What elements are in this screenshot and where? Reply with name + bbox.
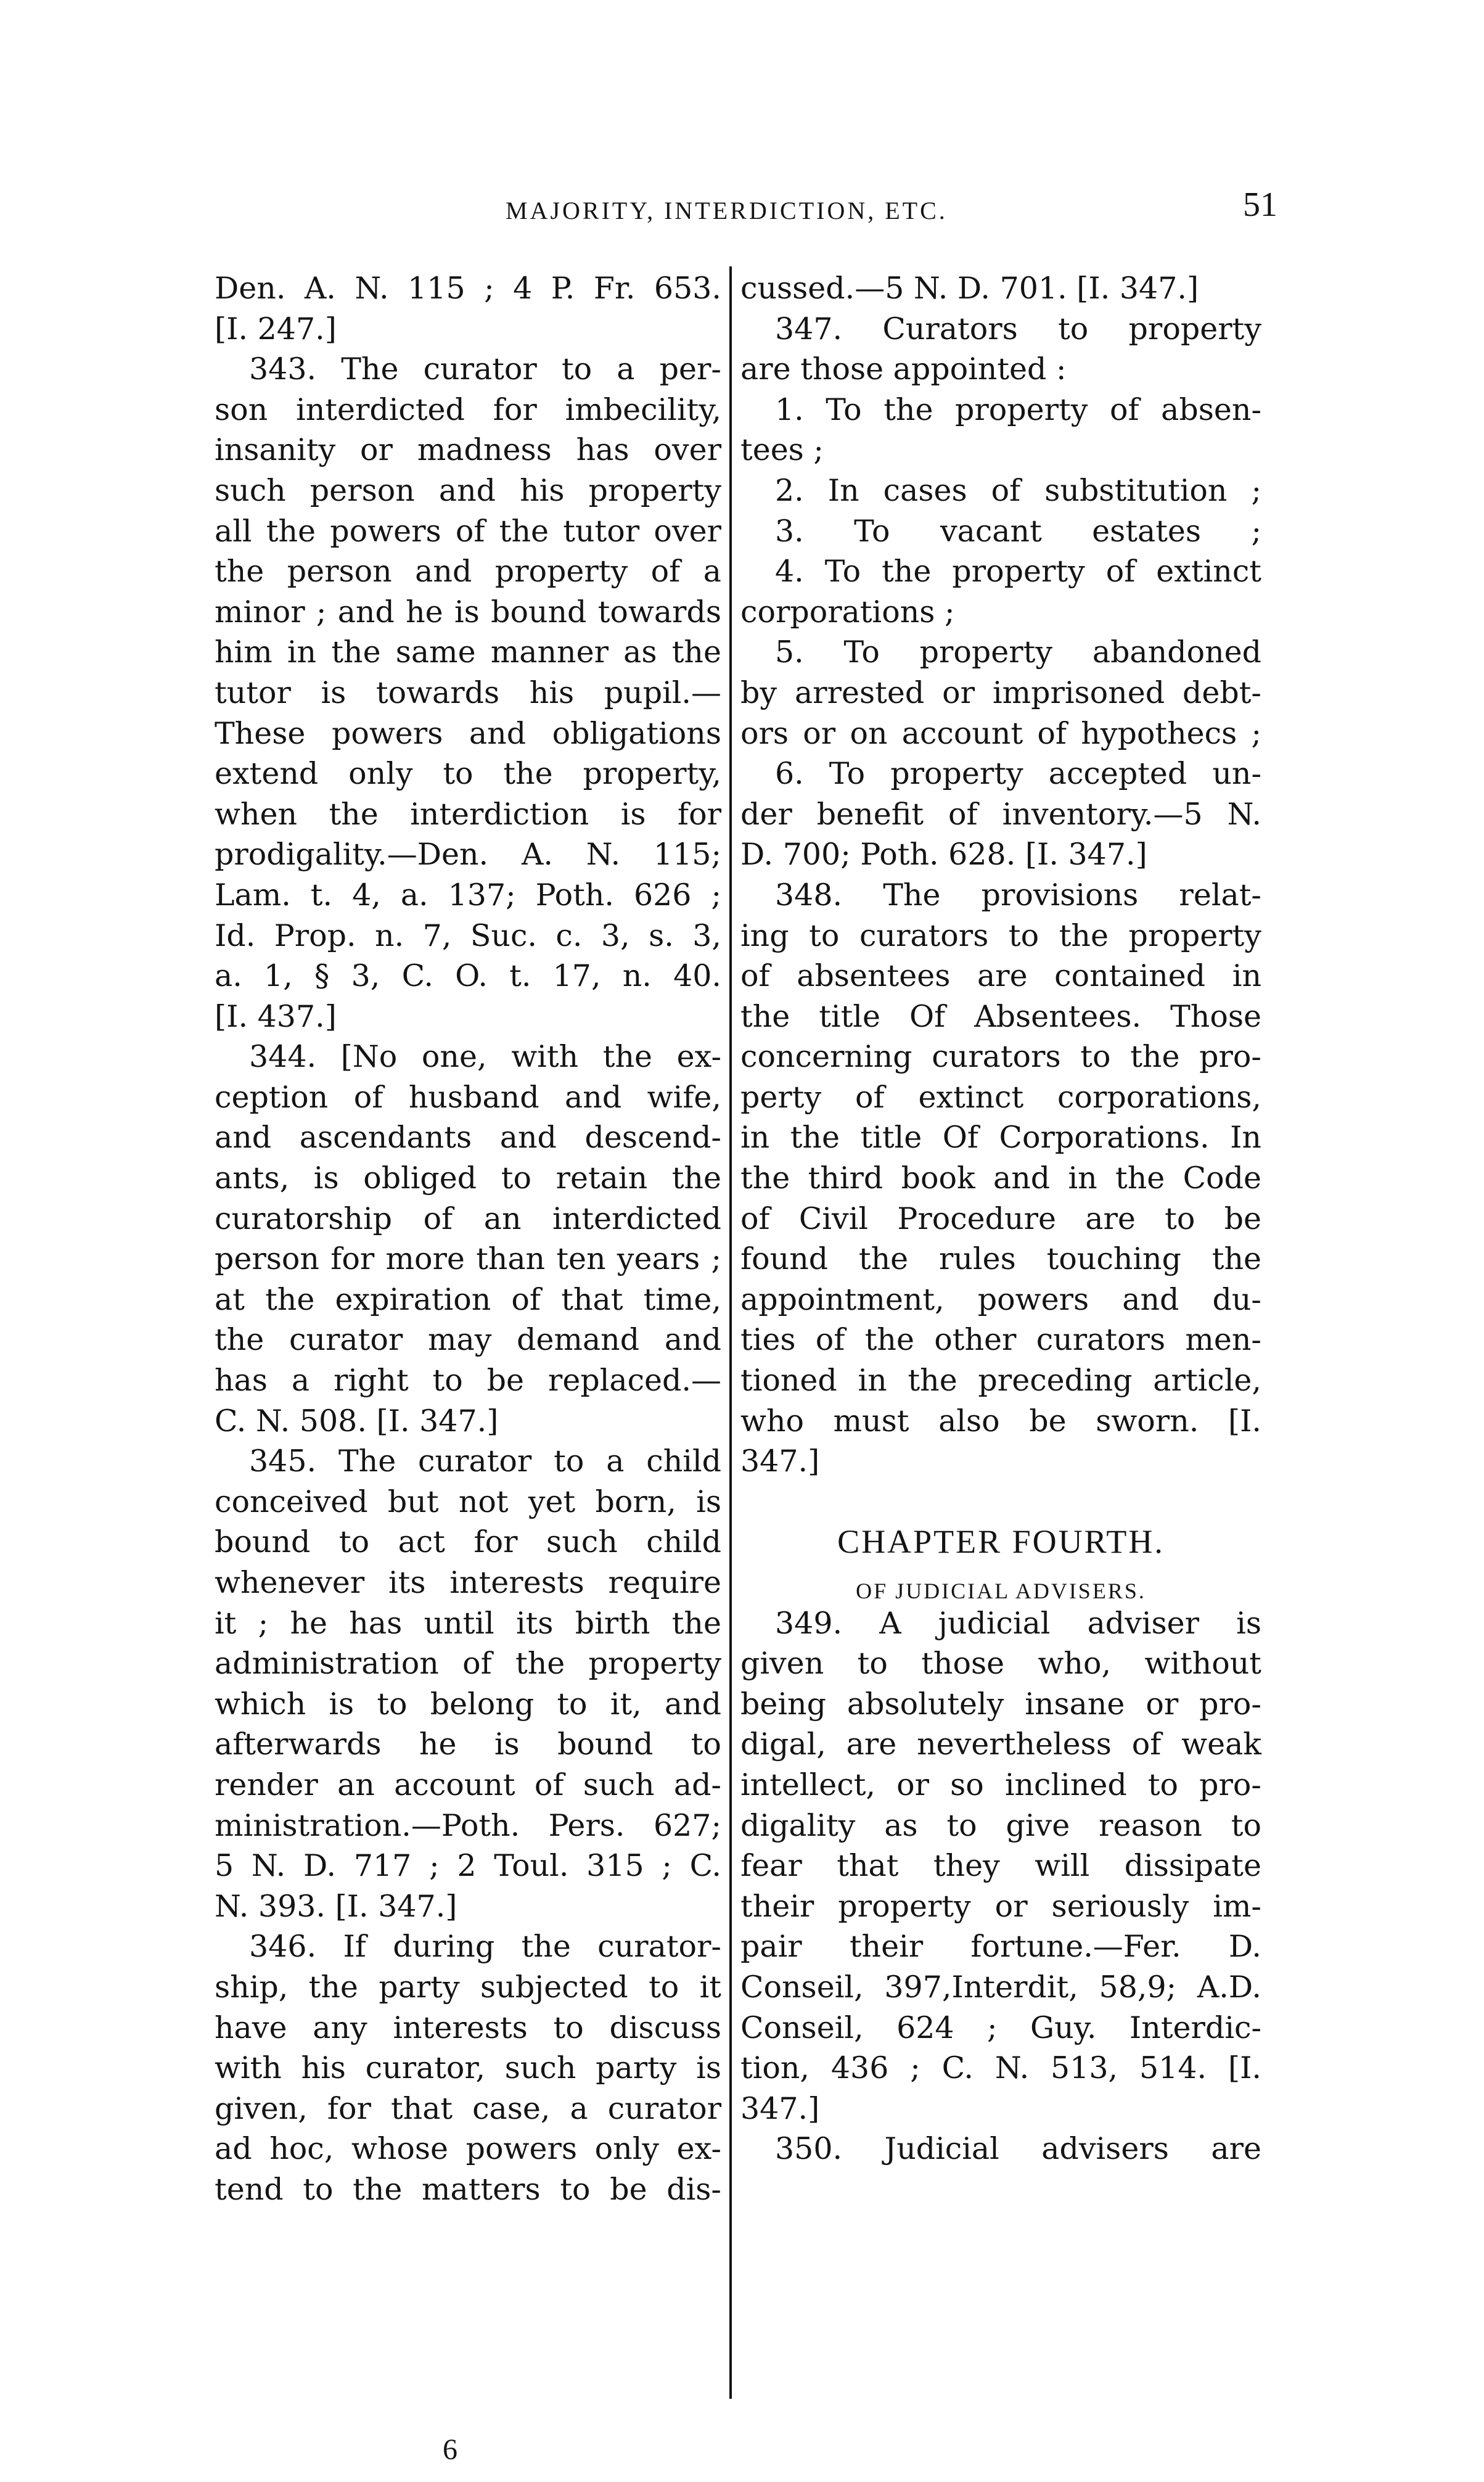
text-line: ties of the other curators men- xyxy=(740,1322,1261,1358)
text-line: 343. The curator to a per- xyxy=(249,351,721,387)
text-line: ants, is obliged to retain the xyxy=(215,1161,721,1196)
text-line: afterwards he is bound to xyxy=(215,1727,721,1762)
text-line: 349. A judicial adviser is xyxy=(775,1605,1261,1641)
text-line: 347. Curators to property xyxy=(775,311,1261,347)
text-line: cussed.—5 N. D. 701. [I. 347.] xyxy=(740,271,1199,306)
text-line: 345. The curator to a child xyxy=(249,1444,721,1479)
text-line: the third book and in the Code xyxy=(740,1161,1261,1196)
text-line: prodigality.—Den. A. N. 115; xyxy=(215,837,721,873)
text-line: which is to belong to it, and xyxy=(215,1686,721,1722)
text-line: C. N. 508. [I. 347.] xyxy=(215,1403,499,1439)
text-line: all the powers of the tutor over xyxy=(215,513,721,549)
text-line: bound to act for such child xyxy=(215,1524,721,1560)
text-line: the curator may demand and xyxy=(215,1322,721,1358)
text-line: corporations ; xyxy=(740,594,955,630)
text-line: 6. To property accepted un- xyxy=(775,756,1261,792)
text-line: found the rules touching the xyxy=(740,1241,1261,1277)
text-line: in the title Of Corporations. In xyxy=(740,1120,1261,1156)
page-number: 51 xyxy=(1243,186,1277,224)
text-line: concerning curators to the pro- xyxy=(740,1039,1261,1075)
text-line: who must also be sworn. [I. xyxy=(740,1403,1261,1439)
text-line: Id. Prop. n. 7, Suc. c. 3, s. 3, xyxy=(215,918,721,953)
text-line: it ; he has until its birth the xyxy=(215,1605,721,1641)
text-line: ception of husband and wife, xyxy=(215,1079,721,1115)
text-line: digal, are nevertheless of weak xyxy=(740,1727,1261,1762)
text-line: has a right to be replaced.— xyxy=(215,1363,721,1399)
text-line: given, for that case, a curator xyxy=(215,2090,721,2126)
column-divider xyxy=(729,266,732,2399)
text-line: a. 1, § 3, C. O. t. 17, n. 40. xyxy=(215,958,721,994)
text-line: intellect, or so inclined to pro- xyxy=(740,1767,1261,1802)
text-line: of Civil Procedure are to be xyxy=(740,1201,1261,1236)
text-line: whenever its interests require xyxy=(215,1565,721,1600)
text-line: tion, 436 ; C. N. 513, 514. [I. xyxy=(740,2050,1261,2086)
text-line: conceived but not yet born, is xyxy=(215,1484,721,1519)
text-line: ship, the party subjected to it xyxy=(215,1969,721,2005)
text-line: tutor is towards his pupil.— xyxy=(215,675,721,710)
text-line: ors or on account of hypothecs ; xyxy=(740,715,1261,751)
text-line: [I. 437.] xyxy=(215,998,337,1034)
text-line: N. 393. [I. 347.] xyxy=(215,1888,457,1924)
text-line: person for more than ten years ; xyxy=(215,1241,721,1277)
chapter-title: CHAPTER FOURTH. xyxy=(837,1523,1165,1561)
text-line: Lam. t. 4, a. 137; Poth. 626 ; xyxy=(215,877,721,913)
chapter-subtitle: OF JUDICIAL ADVISERS. xyxy=(856,1579,1146,1603)
text-line: der benefit of inventory.—5 N. xyxy=(740,796,1261,832)
text-line: of absentees are contained in xyxy=(740,958,1261,994)
text-line: at the expiration of that time, xyxy=(215,1281,721,1317)
text-line: These powers and obligations xyxy=(215,715,721,751)
text-line: 5. To property abandoned xyxy=(775,635,1261,670)
running-head: MAJORITY, INTERDICTION, ETC. xyxy=(506,197,948,224)
text-line: 1. To the property of absen- xyxy=(775,392,1261,427)
text-line: extend only to the property, xyxy=(215,756,721,792)
text-line: given to those who, without xyxy=(740,1646,1261,1682)
text-line: 346. If during the curator- xyxy=(249,1929,721,1965)
text-line: Conseil, 397,Interdit, 58,9; A.D. xyxy=(740,1969,1261,2005)
text-line: insanity or madness has over xyxy=(215,432,721,468)
text-line: ing to curators to the property xyxy=(740,918,1261,953)
text-line: appointment, powers and du- xyxy=(740,1281,1261,1317)
text-line: the person and property of a xyxy=(215,554,721,590)
text-line: 3. To vacant estates ; xyxy=(775,513,1261,549)
text-line: the title Of Absentees. Those xyxy=(740,998,1261,1034)
text-line: perty of extinct corporations, xyxy=(740,1079,1261,1115)
text-line: D. 700; Poth. 628. [I. 347.] xyxy=(740,837,1147,873)
text-line: have any interests to discuss xyxy=(215,2010,721,2045)
text-line: him in the same manner as the xyxy=(215,635,721,670)
text-line: when the interdiction is for xyxy=(215,796,721,832)
text-line: tees ; xyxy=(740,432,824,468)
text-line: fear that they will dissipate xyxy=(740,1848,1261,1884)
text-line: Den. A. N. 115 ; 4 P. Fr. 653. xyxy=(215,271,721,306)
text-line: tioned in the preceding article, xyxy=(740,1363,1261,1399)
text-line: and ascendants and descend- xyxy=(215,1120,721,1156)
text-line: being absolutely insane or pro- xyxy=(740,1686,1261,1722)
text-line: digality as to give reason to xyxy=(740,1807,1261,1843)
right-column-text-before-chapter xyxy=(740,268,1261,1482)
text-line: 350. Judicial advisers are xyxy=(775,2131,1261,2167)
text-line: ministration.—Poth. Pers. 627; xyxy=(215,1807,721,1843)
text-line: are those appointed : xyxy=(740,351,1067,387)
text-line: son interdicted for imbecility, xyxy=(215,392,721,427)
text-line: minor ; and he is bound towards xyxy=(215,594,721,630)
left-column xyxy=(215,268,721,2210)
text-line: 2. In cases of substitution ; xyxy=(775,472,1261,508)
text-line: 347.] xyxy=(740,2090,820,2126)
right-column xyxy=(740,268,1261,2169)
text-line: ad hoc, whose powers only ex- xyxy=(215,2131,721,2167)
text-line: [I. 247.] xyxy=(215,311,337,347)
text-line: 348. The provisions relat- xyxy=(775,877,1261,913)
text-line: 344. [No one, with the ex- xyxy=(249,1039,721,1075)
text-line: 5 N. D. 717 ; 2 Toul. 315 ; C. xyxy=(215,1848,721,1884)
text-line: 347.] xyxy=(740,1444,820,1479)
text-line: administration of the property xyxy=(215,1646,721,1682)
signature-mark: 6 xyxy=(443,2433,457,2466)
text-line: Conseil, 624 ; Guy. Interdic- xyxy=(740,2010,1261,2045)
right-column-text-after-chapter xyxy=(740,1603,1261,2169)
text-line: such person and his property xyxy=(215,472,721,508)
text-line: by arrested or imprisoned debt- xyxy=(740,675,1261,710)
text-line: pair their fortune.—Fer. D. xyxy=(740,1929,1261,1965)
text-line: tend to the matters to be dis- xyxy=(215,2171,721,2207)
text-line: their property or seriously im- xyxy=(740,1888,1261,1924)
text-line: render an account of such ad- xyxy=(215,1767,721,1802)
text-line: curatorship of an interdicted xyxy=(215,1201,721,1236)
text-line: with his curator, such party is xyxy=(215,2050,721,2086)
text-line: 4. To the property of extinct xyxy=(775,554,1261,590)
